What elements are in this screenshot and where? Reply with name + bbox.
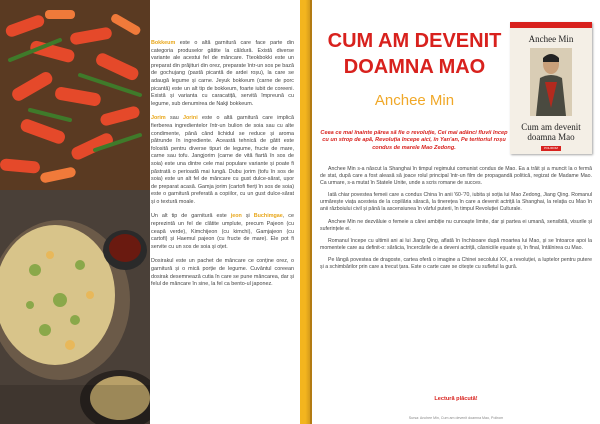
highlight-term: Jorim xyxy=(151,115,166,122)
book-cover-title: Cum am devenit doamna Mao xyxy=(521,122,581,142)
highlight-term: Jorini xyxy=(183,115,198,122)
highlight-term: Buchimgae xyxy=(253,213,283,220)
paragraph-jeon xyxy=(151,213,294,251)
right-page xyxy=(312,0,600,424)
book-cover-publisher: POLIROM xyxy=(541,146,561,151)
paragraph-text: este o altă garnitură care implică fierberea ingredientelor într-un bulion de soia sau cu alte condimente, până când lichidul se reduce și aroma pătrunde în ingrediente. Această tehnică de gătit este folosită pentru diverse tipuri de legume, fructe de mare, carne sau tofu. Jangjorim (carne de vită fiartă în sos de soia) este una dintre cele mai populare variante și poate fi păstrată o perioadă mai lungă. Dubu jorim (tofu în sos de soia) este un alt fel de mâncare cu gust dulce-sărat, ușor de preparat acasă. Gamja jorim (cartofi fierți în sos de soia) este o garnitură preferată a copiilor, cu un gust dulce-sărat și o textură moale. xyxy=(151,115,295,205)
review-paragraph: Iată chiar povestea femeii care a condus China în anii '60-'70, iubita și soția lui Mao Zedong, Jiang Qing. Romanul urmărește viața acesteia de la copilăria săracă, la tinerețea în care a devenit actriță la Shanghai, la relația cu Mao în anii războiului civil și până la ascensiunea în vârful puterii, în timpul Revoluției Culturale. xyxy=(320,192,592,213)
paragraph-text: , ce reprezintă un fel de clătite umplute, precum Pajeon (cu ceapă verde), Kimchijeon (cu kimchi), Gamjajeon (cu cartofi) și Haemul pajeon (cu fructe de mare). Ele pot fi servite cu un sos de soia și oțet. xyxy=(151,213,295,250)
left-article-text xyxy=(151,40,294,296)
paragraph-jorim xyxy=(151,115,294,206)
book-cover-author: Anchee Min xyxy=(528,34,574,44)
book-cover-figure xyxy=(530,48,572,116)
article-author: Anchee Min xyxy=(374,92,455,109)
paragraph-text: și xyxy=(241,213,254,220)
closing-line: Lectură plăcută! xyxy=(434,396,478,402)
highlight-term: jeon xyxy=(230,213,242,220)
source-footer: Sursa: Anchee Min, Cum am devenit doamna Mao, Polirom xyxy=(408,416,504,420)
review-paragraph: Romanul începe cu ultimii ani ai lui Jiang Qing, aflată în închisoare după moartea lui Mao, și se întoarce apoi la momentele care au definit-o: sărăcia, încercările de a deveni actriță, căsniciile eșuate și, în final, întâlnirea cu Mao. xyxy=(320,237,592,251)
article-quote: Ceea ce mai înainte părea să fie o revoluție, Cei mai adânci fluvii încep cu un strop de apă, Revoluția începe aici, în Yan'an, Pe teritoriul roșu condus de marele Mao Zedong. xyxy=(320,130,508,151)
food-photo xyxy=(0,0,150,424)
paragraph-bokkeum xyxy=(151,40,294,108)
review-paragraph: Pe lângă povestea de dragoste, cartea oferă o imagine a Chinei secolului XX, a revoluției, a luptelor pentru putere și a schimbărilor prin care a trecut țara. Este o carte care se citește cu sufletul la gură. xyxy=(320,256,592,271)
review-paragraph: Anchee Min s-a născut la Shanghai în timpul regimului comunist condus de Mao. Ea a trăit și a muncit la o fermă de stat, după care a fost aleasă să joace rolul principal într-un film de propagandă politică, regizat de Madame Mao. Ca urmare, s-a mutat în Statele Unite, unde a scris romane de succes. xyxy=(320,166,592,187)
book-cover-photo xyxy=(530,48,572,116)
highlight-term: Bokkeum xyxy=(151,40,176,46)
book-cover-stripe xyxy=(510,22,592,28)
paragraph-text: Un alt tip de garnitură este xyxy=(151,213,231,220)
paragraph-text: sau xyxy=(165,115,184,122)
article-title: CUM AM DEVENIT DOAMNA MAO xyxy=(327,30,502,78)
paragraph-text: este o altă garnitură care face parte din categoria produselor gătite la căldură. Există diverse variante ale acestui fel de mâncare. Tteokbokki este un preparat din prăjituri din orez, preparate într-un sos pe bază de gochujang (pastă picantă de ardei roșu), la care se adaugă legume și carne. Jeyuk bokkeum (carne de porc picantă) este un alt tip de bokkeum, foarte iubit de coreeni. Există și varianta cu caracatiță, servită împreună cu legume, sub denumirea de Nakji bokkeum. xyxy=(151,40,294,107)
review-paragraph: Anchee Min ne dezvăluie o femeie a cărei ambiție nu cunoaște limite, dar și partea ei umană, sensibilă, visurile și suferințele ei. xyxy=(320,218,592,232)
review-body xyxy=(320,166,592,276)
food-photo-illustration xyxy=(0,0,150,424)
book-cover xyxy=(510,22,592,154)
paragraph-dosirak: Dosirakul este un pachet de mâncare ce conține orez, o garnitură și o mică porție de legume. Cuvântul coreean dosirak desemnează cutia în care se pune mâncarea, dar și felul de mâncare în sine, la fel ca bento-ul japonez. xyxy=(151,258,294,288)
